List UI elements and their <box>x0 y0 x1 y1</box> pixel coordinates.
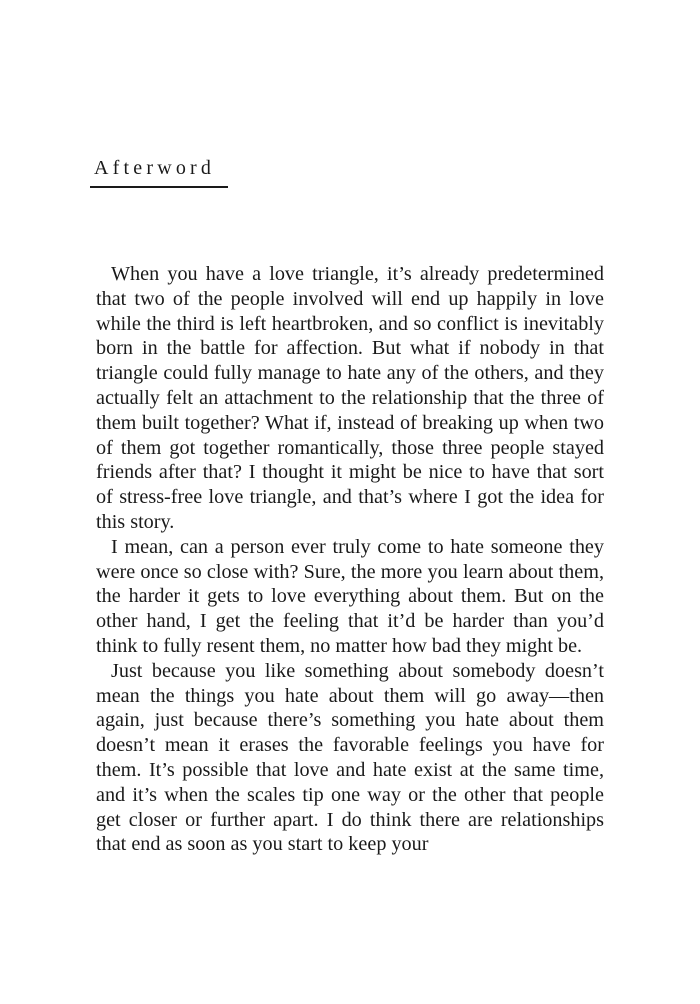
body-text <box>96 262 604 857</box>
chapter-heading <box>94 156 228 188</box>
title-underline <box>90 186 228 188</box>
paragraph-1: When you have a love triangle, it’s already predetermined that two of the people involved will end up happily in love while the third is left heartbroken, and so conflict is inevitably born in the battle for affection. But what if nobody in that triangle could fully manage to hate any of the others, and they actually felt an attachment to the relationship that the three of them built together? What if, instead of breaking up when two of them got together romantically, those three people stayed friends after that? I thought it might be nice to have that sort of stress-free love triangle, and that’s where I got the idea for this story. <box>96 263 604 533</box>
paragraph-3: Just because you like something about somebody doesn’t mean the things you hate about them will go away—then again, just because there’s something you hate about them doesn’t mean it erases the favorable feelings you have for them. It’s possible that love and hate exist at the same time, and it’s when the scales tip one way or the other that people get closer or further apart. I do think there are relationships that end as soon as you start to keep your <box>96 659 604 856</box>
paragraph-2: I mean, can a person ever truly come to hate someone they were once so close with? Sure, the more you learn about them, the harder it gets to love everything about them. But on the other hand, I get the feeling that it’d be harder than you’d think to fully resent them, no matter how bad they might be. <box>96 535 604 657</box>
chapter-title: Afterword <box>94 157 216 179</box>
